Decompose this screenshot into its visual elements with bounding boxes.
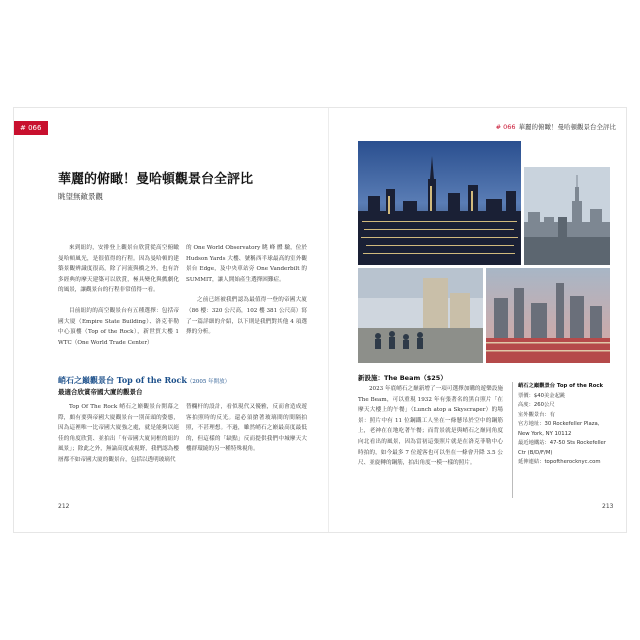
section-subtitle: 最適合欣賞帝國大廈的觀景台 xyxy=(58,388,143,396)
info-box xyxy=(512,382,618,498)
section-title-text: 峭石之巔觀景台 Top of the Rock xyxy=(58,375,187,385)
beam-paragraph: 2023 年底峭石之巔新增了一項可選擇加購的遊樂設施 The Beam，可以重現 1932 年有張著名的黑白照片「在摩天大樓上的午餐」（Lunch atop a Skyscraper）的場景：照片中有 11 位鋼鐵工人坐在一條懸吊於空中的鋼筋上，老神在在地吃著午餐；而背景就是與峭石之巔同角度向北看出的風景，因為當初這張照片就是在洛克菲勒中心時拍的，如今最多 7 位遊客也可以坐在一條會升降 3.5 公尺、並旋轉的鋼筋，拍出角度一模一樣的照片。 xyxy=(358,386,503,467)
intro-paragraph: 來到紐約，安排登上觀景台欣賞從高空俯瞰曼哈頓風光，是很值得的行程。因為曼哈頓的建築景觀辨識度很高，除了河流與橋之外，也有許多經典的摩天建築可以欣賞，極具變化與戲劇化的風景，讓觀景台的行程非常值得一看。 xyxy=(58,245,179,294)
info-line-address: 官方地址：30 Rockefeller Plaza, xyxy=(518,421,600,427)
section-year: （2005 年開放） xyxy=(186,379,231,385)
running-head xyxy=(496,122,616,131)
intro-paragraph: 目前紐約的高空觀景台有五種選擇：包括帝國大廈（Empire State Building）、洛克菲勒中心頂樓（Top of the Rock），新世貿大樓 1 WTC（One World Trade Center） xyxy=(58,307,179,346)
photo-observation-terrace xyxy=(358,268,483,363)
page-number-left: 212 xyxy=(58,503,70,510)
info-line-subway-2: Ctr (B/D/F/M) xyxy=(518,449,553,456)
info-line-outdoor: 室外觀景台：有 xyxy=(518,411,556,418)
photo-dusk-skyline xyxy=(486,268,610,363)
section-title xyxy=(58,375,230,386)
photo-night-skyline xyxy=(358,141,521,265)
section-paragraph: 替欄杆的設計，看似現代又優雅，反而會造成遊客拍照時的反光。還必須搶著玻璃間的間隔拍照，不甚理想。不過，雖然峭石之巔最高度最低的，但這樣的「缺點」反而提供我們中城摩天大樓群環繞的另一種特殊視角。 xyxy=(186,404,307,453)
chapter-tag: # 066 xyxy=(14,121,48,135)
info-heading: 峭石之巔觀景台 Top of the Rock xyxy=(518,383,604,389)
info-line-price: 票價：$40美金起跳 xyxy=(518,392,566,399)
section-paragraph: Top Of The Rock 峭石之巔觀景台開幕之際，頗有要與帝國大廈觀景台一別苗頭的姿態，因為這裡唯一比帝國大廈強之處，就是能夠以絕佳的角度欣賞、並拍出「有帝國大廈同框的紐約風景」；除此之外，無論高度或視野，我們認為樓層都不如帝國大廈的觀景台，包括以透明玻璃代 xyxy=(58,404,179,463)
beam-body xyxy=(358,384,503,479)
photo-empire-state-day xyxy=(524,167,610,265)
intro-paragraph: 的 One World Observatory 眺 峰 體 驗，位於 Hudson Yards 大樓、號稱西半球最高的室外觀景台 Edge，及中央車站旁 One Vanderbilt 的 SUMMIT，讓人開始產生選擇困難症。 xyxy=(186,245,307,283)
intro-column-1 xyxy=(58,243,179,358)
section-column-2 xyxy=(186,402,307,465)
section-column-1 xyxy=(58,402,179,476)
running-head-title: 華麗的俯瞰！曼哈頓觀景台全評比 xyxy=(518,123,616,131)
info-line-link: 延伸連結：topoftherocknyc.com xyxy=(518,459,601,465)
page-gutter xyxy=(328,108,329,532)
beam-title: 新設施：The Beam（$25） xyxy=(358,374,447,382)
article-subtitle: 眺望無敵景觀 xyxy=(58,192,103,201)
info-line-subway: 最近地鐵站：47-50 Sts Rockefeller xyxy=(518,440,606,446)
info-line-height: 高度：260公尺 xyxy=(518,402,555,408)
info-line-address-2: New York, NY 10112 xyxy=(518,430,572,437)
article-title: 華麗的俯瞰！曼哈頓觀景台全評比 xyxy=(58,172,254,187)
intro-paragraph: 之前已經被我們認為最值得一登的帝國大廈（86 樓：320 公尺高，102 樓 381 公尺高）寫了一篇詳細的介紹，以下則是我們對其他 4 項選擇的分析。 xyxy=(186,297,307,336)
intro-column-2 xyxy=(186,243,307,348)
page-number-right: 213 xyxy=(602,503,614,510)
running-head-number: # 066 xyxy=(495,123,516,131)
